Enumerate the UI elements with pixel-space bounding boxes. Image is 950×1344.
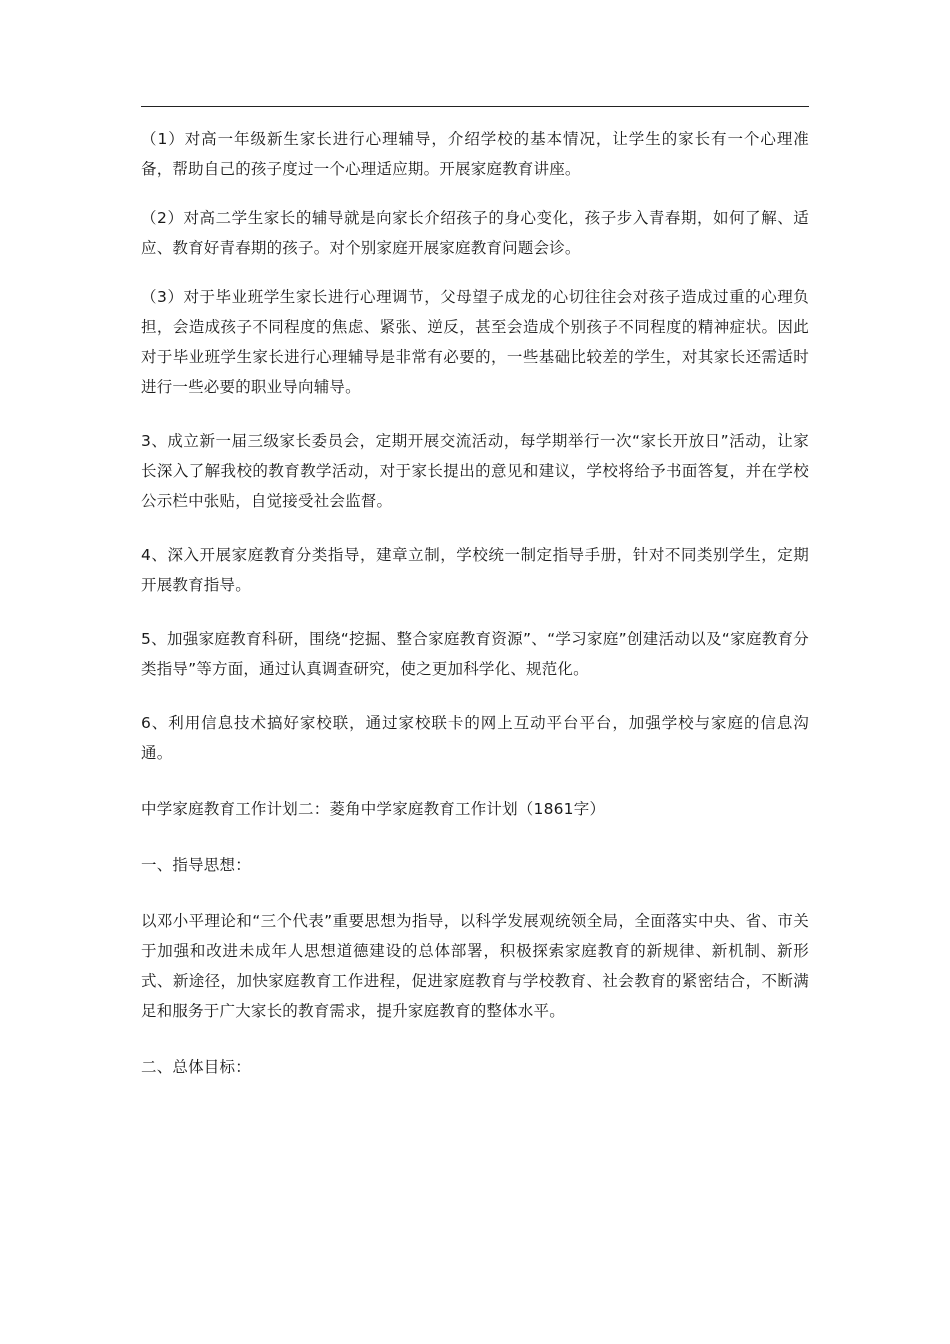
paragraph-item-4: 4、深入开展家庭教育分类指导，建章立制，学校统一制定指导手册，针对不同类别学生，定期开展教育指导。 — [141, 546, 809, 594]
paragraph-graduating-class-guidance: （3）对于毕业班学生家长进行心理调节，父母望子成龙的心切往往会对孩子造成过重的心理负担，会造成孩子不同程度的焦虑、紧张、逆反，甚至会造成个别孩子不同程度的精神症状。因此对于毕业班学生家长进行心理辅导是非常有必要的，一些基础比较差的学生，对其家长还需适时进行一些必要的职业导向辅导。 — [141, 288, 809, 396]
paragraph-grade-one-guidance: （1）对高一年级新生家长进行心理辅导，介绍学校的基本情况，让学生的家长有一个心理准备，帮助自己的孩子度过一个心理适应期。开展家庭教育讲座。 — [141, 130, 809, 178]
document-body — [141, 124, 809, 1082]
paragraph-item-3: 3、成立新一届三级家长委员会，定期开展交流活动，每学期举行一次“家长开放日”活动，让家长深入了解我校的教育教学活动，对于家长提出的意见和建议，学校将给予书面答复，并在学校公示栏中张贴，自觉接受社会监督。 — [141, 432, 809, 510]
heading-guiding-ideology: 一、指导思想： — [141, 856, 251, 874]
header-rule — [141, 106, 809, 107]
heading-overall-goal: 二、总体目标： — [141, 1058, 251, 1076]
paragraph-grade-two-guidance: （2）对高二学生家长的辅导就是向家长介绍孩子的身心变化，孩子步入青春期，如何了解、适应、教育好青春期的孩子。对个别家庭开展家庭教育问题会诊。 — [141, 209, 809, 257]
paragraph-guiding-ideology: 以邓小平理论和“三个代表”重要思想为指导，以科学发展观统领全局，全面落实中央、省、市关于加强和改进未成年人思想道德建设的总体部署，积极探索家庭教育的新规律、新机制、新形式、新途径，加快家庭教育工作进程，促进家庭教育与学校教育、社会教育的紧密结合，不断满足和服务于广大家长的教育需求，提升家庭教育的整体水平。 — [141, 912, 809, 1020]
paragraph-item-5: 5、加强家庭教育科研，围绕“挖掘、整合家庭教育资源”、“学习家庭”创建活动以及“家庭教育分类指导”等方面，通过认真调查研究，使之更加科学化、规范化。 — [141, 630, 809, 678]
paragraph-item-6: 6、利用信息技术搞好家校联，通过家校联卡的网上互动平台平台，加强学校与家庭的信息沟通。 — [141, 714, 809, 762]
section-title-plan-two: 中学家庭教育工作计划二：菱角中学家庭教育工作计划（1861字） — [141, 800, 606, 818]
